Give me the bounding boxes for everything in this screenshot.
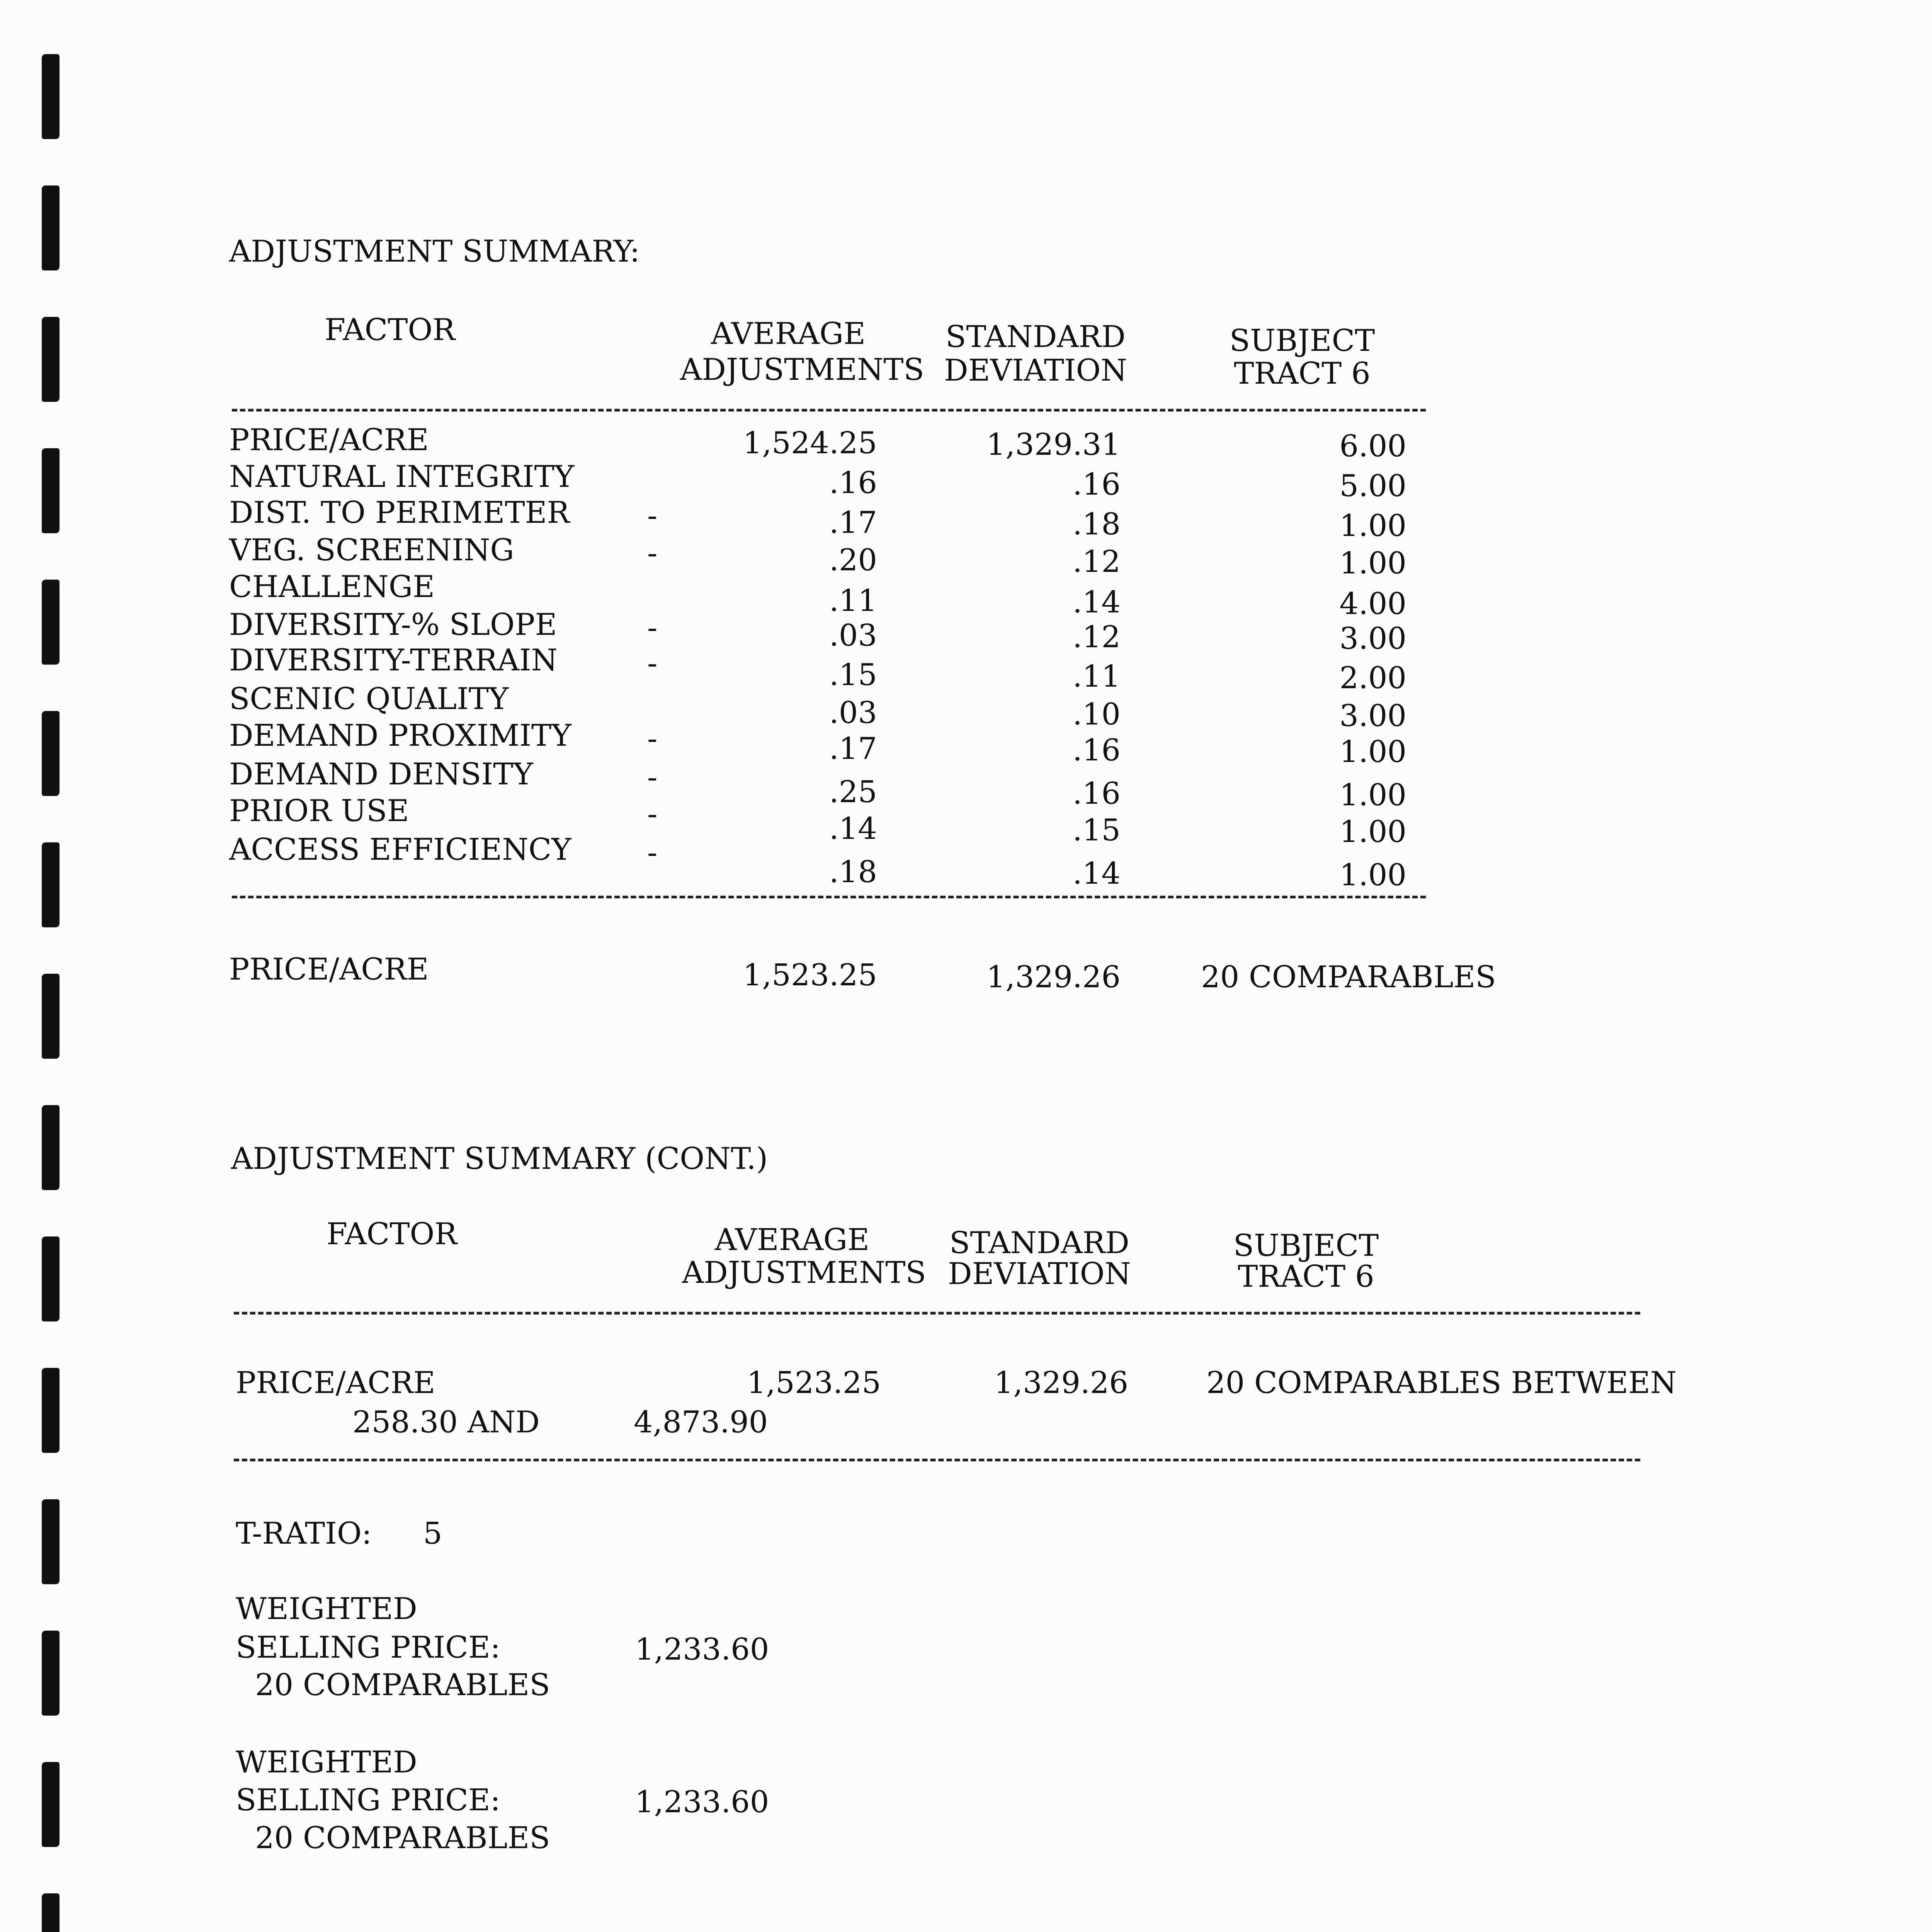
punch-hole bbox=[42, 1236, 60, 1321]
header-adjustments: ADJUSTMENTS bbox=[680, 352, 924, 387]
average-cell: .20 bbox=[829, 543, 877, 578]
summary-factor: PRICE/ACRE bbox=[229, 952, 429, 987]
deviation-cell: .16 bbox=[1072, 467, 1121, 502]
factor-cell: NATURAL INTEGRITY bbox=[229, 459, 575, 494]
t-ratio-label: T-RATIO: bbox=[236, 1516, 372, 1551]
punch-hole bbox=[42, 1105, 60, 1190]
dashed-rule bbox=[232, 896, 1426, 898]
punch-hole bbox=[42, 842, 60, 927]
subject-cell: 5.00 bbox=[1339, 469, 1406, 503]
punch-hole bbox=[42, 185, 60, 270]
subject-cell: 6.00 bbox=[1339, 429, 1406, 464]
subject-cell: 1.00 bbox=[1339, 858, 1406, 893]
punch-hole bbox=[42, 1631, 60, 1716]
header-subject: SUBJECT bbox=[1233, 1228, 1379, 1263]
factor-cell: DIVERSITY-% SLOPE bbox=[229, 607, 557, 642]
sign-cell: - bbox=[647, 760, 658, 795]
average-cell: .25 bbox=[829, 775, 877, 810]
deviation-cell: .16 bbox=[1072, 733, 1121, 768]
subject-cell: 1.00 bbox=[1339, 735, 1406, 769]
average-cell: 1,524.25 bbox=[743, 426, 877, 461]
deviation-cell: .10 bbox=[1072, 697, 1121, 732]
subject-cell: 1.00 bbox=[1339, 509, 1406, 543]
factor-cell: DEMAND PROXIMITY bbox=[229, 718, 571, 753]
deviation-cell: .15 bbox=[1072, 813, 1121, 848]
weighted-line1: WEIGHTED bbox=[236, 1592, 417, 1626]
subject-cell: 1.00 bbox=[1339, 815, 1406, 849]
header-deviation: DEVIATION bbox=[944, 353, 1127, 388]
punch-hole bbox=[42, 1368, 60, 1453]
weighted-value: 1,233.60 bbox=[635, 1632, 769, 1667]
average-cell: .17 bbox=[829, 505, 877, 540]
subject-cell: 4.00 bbox=[1339, 587, 1406, 621]
header-factor: FACTOR bbox=[325, 313, 456, 347]
punch-hole bbox=[42, 1499, 60, 1584]
header-standard: STANDARD bbox=[949, 1226, 1129, 1260]
header-average: AVERAGE bbox=[711, 316, 866, 351]
row-average: 1,523.25 bbox=[747, 1366, 881, 1400]
subject-cell: 3.00 bbox=[1339, 699, 1406, 733]
factor-cell: VEG. SCREENING bbox=[229, 533, 514, 568]
punch-hole bbox=[42, 711, 60, 796]
header-standard: STANDARD bbox=[946, 320, 1126, 354]
factor-cell: SCENIC QUALITY bbox=[229, 682, 509, 716]
sign-cell: - bbox=[647, 835, 658, 870]
average-cell: .18 bbox=[829, 855, 877, 889]
header-deviation: DEVIATION bbox=[948, 1257, 1131, 1291]
factor-cell: DIST. TO PERIMETER bbox=[229, 495, 570, 530]
punch-hole bbox=[42, 974, 60, 1059]
deviation-cell: .11 bbox=[1072, 659, 1121, 694]
deviation-cell: .14 bbox=[1072, 585, 1121, 620]
subject-cell: 2.00 bbox=[1339, 661, 1406, 696]
average-cell: .03 bbox=[829, 618, 877, 653]
punch-hole bbox=[42, 448, 60, 533]
average-cell: .03 bbox=[829, 696, 877, 730]
factor-cell: DIVERSITY-TERRAIN bbox=[229, 643, 558, 678]
punch-hole bbox=[42, 54, 60, 139]
factor-cell: PRICE/ACRE bbox=[229, 423, 429, 457]
header-average: AVERAGE bbox=[714, 1223, 870, 1257]
deviation-cell: 1,329.31 bbox=[986, 427, 1121, 462]
punch-hole bbox=[42, 317, 60, 402]
average-cell: .17 bbox=[829, 731, 877, 766]
weighted-line1: WEIGHTED bbox=[236, 1745, 417, 1780]
row-range-low: 258.30 AND bbox=[352, 1405, 540, 1440]
deviation-cell: .18 bbox=[1072, 507, 1121, 542]
header-adjustments: ADJUSTMENTS bbox=[682, 1255, 926, 1290]
deviation-cell: .14 bbox=[1072, 856, 1121, 891]
t-ratio-value: 5 bbox=[423, 1516, 442, 1551]
subject-cell: 1.00 bbox=[1339, 546, 1406, 581]
sign-cell: - bbox=[647, 498, 658, 533]
weighted-line3: 20 COMPARABLES bbox=[255, 1821, 550, 1855]
factor-cell: CHALLENGE bbox=[229, 570, 435, 604]
factor-cell: PRIOR USE bbox=[229, 794, 409, 828]
summary-note: 20 COMPARABLES bbox=[1201, 960, 1496, 995]
factor-cell: ACCESS EFFICIENCY bbox=[229, 832, 571, 867]
section-title: ADJUSTMENT SUMMARY: bbox=[229, 234, 640, 269]
summary-average: 1,523.25 bbox=[743, 958, 877, 993]
row-note: 20 COMPARABLES BETWEEN bbox=[1206, 1366, 1677, 1400]
punch-hole bbox=[42, 1762, 60, 1847]
sign-cell: - bbox=[647, 646, 658, 681]
deviation-cell: .12 bbox=[1072, 544, 1121, 579]
weighted-line2: SELLING PRICE: bbox=[236, 1630, 501, 1665]
average-cell: .11 bbox=[829, 583, 877, 618]
row-factor: PRICE/ACRE bbox=[236, 1366, 435, 1400]
sign-cell: - bbox=[647, 721, 658, 756]
factor-cell: DEMAND DENSITY bbox=[229, 757, 533, 792]
row-range-high: 4,873.90 bbox=[634, 1405, 768, 1440]
weighted-line3: 20 COMPARABLES bbox=[255, 1668, 550, 1702]
punch-hole bbox=[42, 580, 60, 665]
section-title: ADJUSTMENT SUMMARY (CONT.) bbox=[231, 1141, 768, 1176]
subject-cell: 3.00 bbox=[1339, 621, 1406, 656]
average-cell: .16 bbox=[829, 466, 877, 500]
average-cell: .15 bbox=[829, 658, 877, 692]
deviation-cell: .16 bbox=[1072, 776, 1121, 811]
header-tract: TRACT 6 bbox=[1238, 1259, 1374, 1294]
summary-deviation: 1,329.26 bbox=[986, 960, 1121, 995]
subject-cell: 1.00 bbox=[1339, 778, 1406, 813]
average-cell: .14 bbox=[829, 811, 877, 846]
dashed-rule bbox=[234, 1459, 1640, 1461]
dashed-rule bbox=[234, 1312, 1640, 1315]
deviation-cell: .12 bbox=[1072, 620, 1121, 655]
row-deviation: 1,329.26 bbox=[994, 1366, 1128, 1400]
sign-cell: - bbox=[647, 797, 658, 832]
dashed-rule bbox=[232, 409, 1426, 412]
punch-hole bbox=[42, 1893, 60, 1932]
header-tract: TRACT 6 bbox=[1234, 356, 1371, 391]
header-factor: FACTOR bbox=[327, 1217, 457, 1252]
sign-cell: - bbox=[647, 536, 658, 571]
weighted-value: 1,233.60 bbox=[635, 1785, 769, 1820]
header-subject: SUBJECT bbox=[1229, 323, 1375, 358]
sign-cell: - bbox=[647, 611, 658, 645]
weighted-line2: SELLING PRICE: bbox=[236, 1783, 501, 1818]
